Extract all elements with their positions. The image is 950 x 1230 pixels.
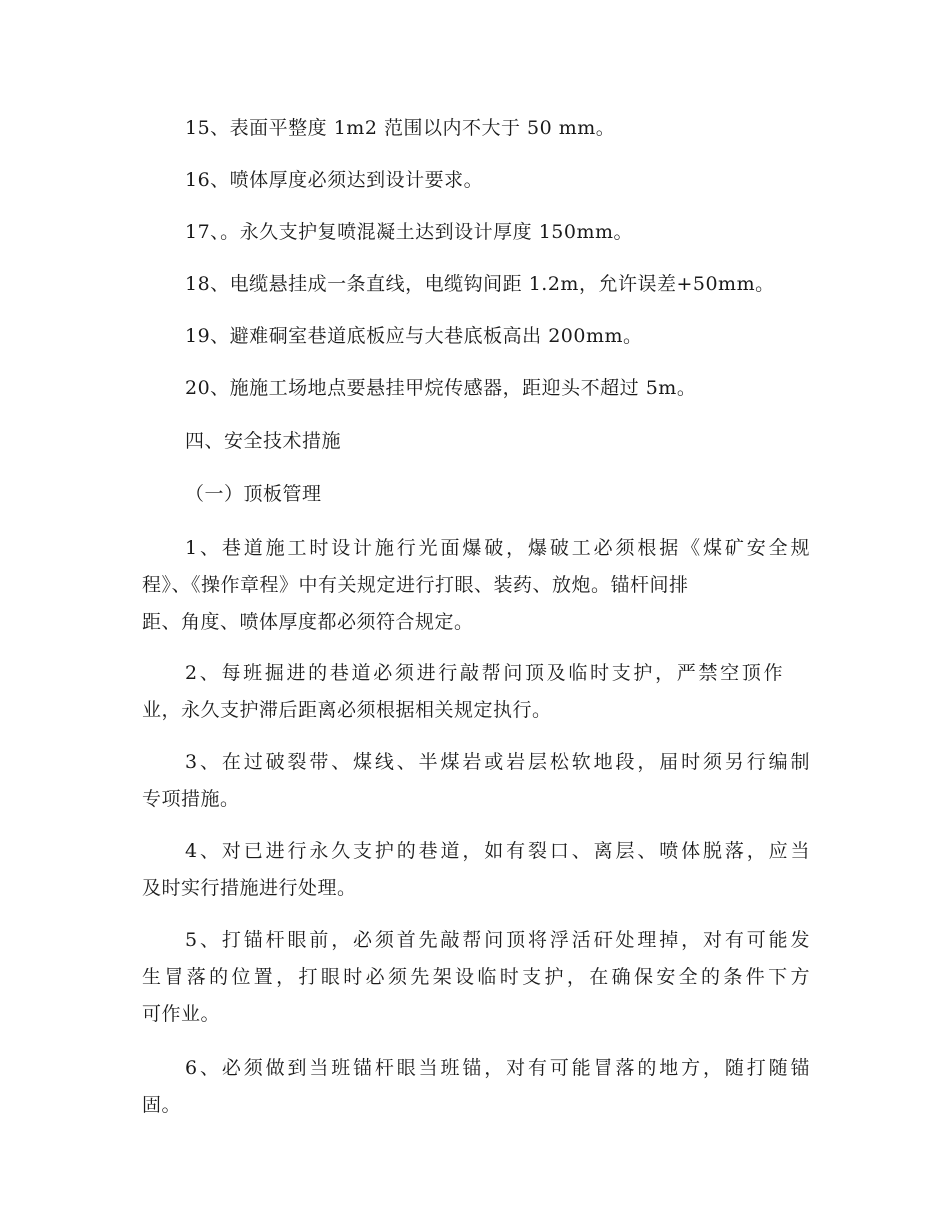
paragraph-6-line-1: 6、必须做到当班锚杆眼当班锚，对有可能冒落的地方，随打随锚 [185, 1057, 810, 1079]
paragraph-5-line-3: 可作业。 [142, 1003, 221, 1025]
paragraph-4-line-1: 4、对已进行永久支护的巷道，如有裂口、离层、喷体脱落，应当 [185, 840, 810, 862]
paragraph-3-line-2: 专项措施。 [142, 788, 240, 810]
paragraph-1-line-3: 距、角度、喷体厚度都必须符合规定。 [142, 611, 474, 633]
paragraph-2-line-2: 业，永久支护滞后距离必须根据相关规定执行。 [142, 699, 552, 721]
item-18: 18、电缆悬挂成一条直线，电缆钩间距 1.2m，允许误差+50mm。 [185, 273, 775, 295]
subsection-heading: （一）顶板管理 [185, 483, 322, 505]
paragraph-4-line-2: 及时实行措施进行处理。 [142, 877, 357, 899]
paragraph-5-line-2: 生冒落的位置，打眼时必须先架设临时支护，在确保安全的条件下方 [142, 966, 810, 988]
section-heading: 四、安全技术措施 [185, 430, 342, 452]
paragraph-1-line-2: 程》、《操作章程》中有关规定进行打眼、装药、放炮。锚杆间排 [142, 574, 689, 596]
paragraph-1-line-1: 1、巷道施工时设计施行光面爆破，爆破工必须根据《煤矿安全规 [185, 537, 810, 559]
item-17: 17、。永久支护复喷混凝土达到设计厚度 150mm。 [185, 221, 634, 243]
item-20: 20、施施工场地点要悬挂甲烷传感器，距迎头不超过 5m。 [185, 377, 697, 399]
paragraph-5-line-1: 5、打锚杆眼前，必须首先敲帮问顶将浮活矸处理掉，对有可能发 [185, 929, 810, 951]
paragraph-2-line-1: 2、每班掘进的巷道必须进行敲帮问顶及临时支护，严禁空顶作 [185, 662, 783, 684]
item-15: 15、表面平整度 1m2 范围以内不大于 50 mm。 [185, 117, 616, 139]
item-19: 19、避难硐室巷道底板应与大巷底板高出 200mm。 [185, 325, 643, 347]
item-16: 16、喷体厚度必须达到设计要求。 [185, 169, 484, 191]
paragraph-3-line-1: 3、在过破裂带、煤线、半煤岩或岩层松软地段，届时须另行编制 [185, 751, 810, 773]
paragraph-6-line-2: 固。 [142, 1094, 182, 1116]
